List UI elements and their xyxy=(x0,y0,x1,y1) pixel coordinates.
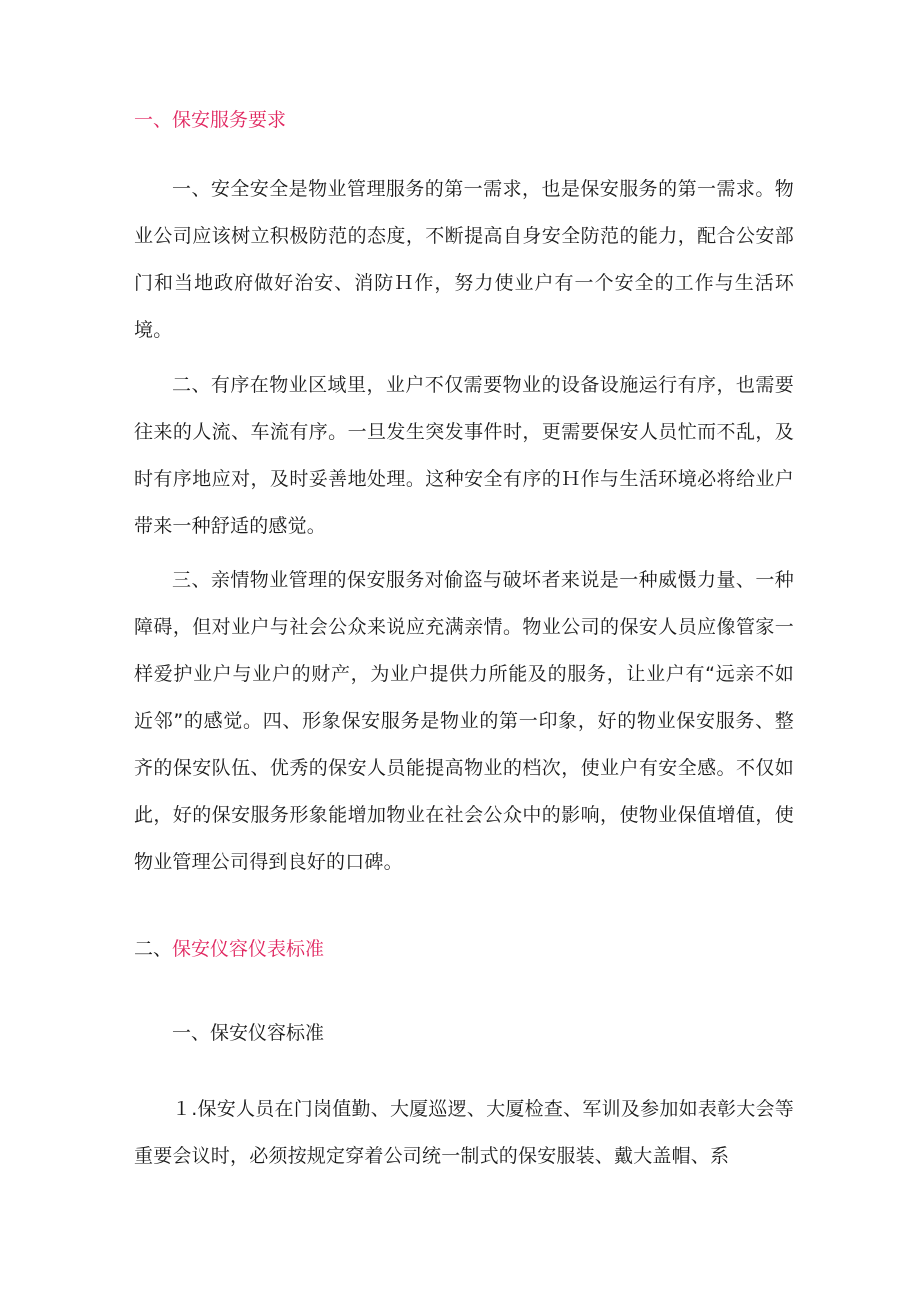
paragraph-affection-image: 三、亲情物业管理的保安服务对偷盗与破坏者来说是一种威慑力量、一种障碍，但对业户与社会公众来说应充满亲情。物业公司的保安人员应像管家一样爱护业户与业户的财产，为业户提供力所能及的服务，让业户有“远亲不如近邻”的感觉。四、形象保安服务是物业的第一印象，好的物业保安服务、整齐的保安队伍、优秀的保安人员能提高物业的档次，使业户有安全感。不仅如此，好的保安服务形象能增加物业在社会公众中的影响，使物业保值增值，使物业管理公司得到良好的口碑。 xyxy=(134,569,794,873)
section-1-number: 一、 xyxy=(134,109,173,131)
paragraph-safety: 一、安全安全是物业管理服务的第一需求，也是保安服务的第一需求。物业公司应该树立积极防范的态度，不断提高自身安全防范的能力，配合公安部门和当地政府做好治安、消防Ｈ作，努力使业户有一个安全的工作与生活环境。 xyxy=(134,178,794,341)
section-2-title: 保安仪容仪表标准 xyxy=(172,938,325,960)
section-1-title: 保安服务要求 xyxy=(172,109,287,131)
section-2-heading xyxy=(134,937,324,961)
section-1-heading xyxy=(134,108,286,132)
subheading-appearance-standard: 一、保安仪容标准 xyxy=(172,1022,325,1044)
paragraph-uniform-rule: １.保安人员在门岗值勤、大厦巡逻、大厦检查、军训及参加如表彰大会等重要会议时，必须按规定穿着公司统一制式的保安服装、戴大盖帽、系 xyxy=(134,1098,794,1167)
section-2-number: 二、 xyxy=(134,938,173,960)
paragraph-order: 二、有序在物业区域里，业户不仅需要物业的设备设施运行有序，也需要往来的人流、车流有序。一旦发生突发事件时，更需要保安人员忙而不乱，及时有序地应对，及时妥善地处理。这种安全有序的Ｈ作与生活环境必将给业户带来一种舒适的感觉。 xyxy=(134,374,794,537)
